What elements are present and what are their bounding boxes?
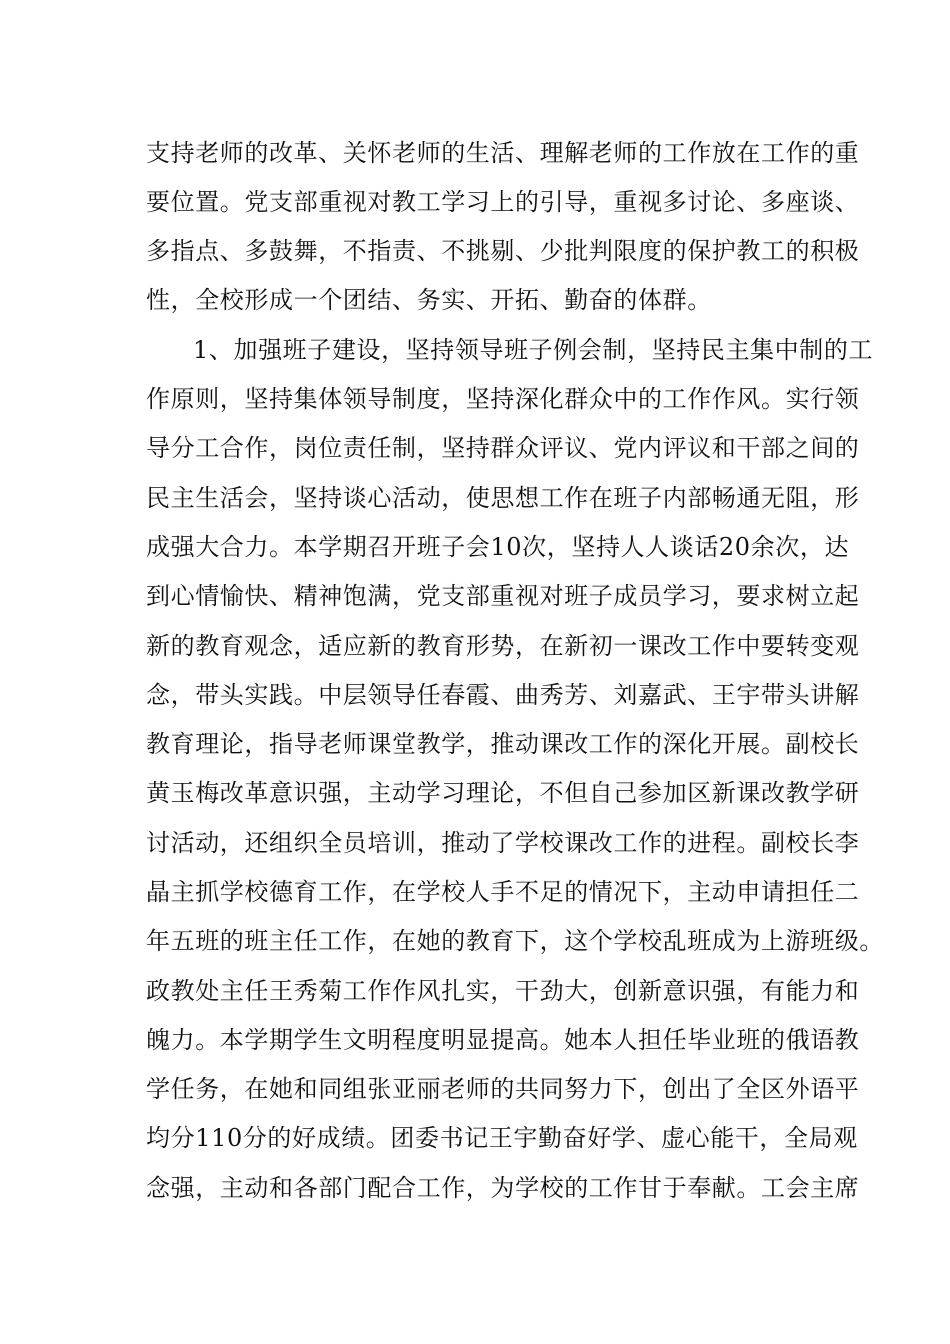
text-line: 成强大合力。本学期召开班子会10次，坚持人人谈话20余次，达 — [146, 533, 850, 561]
paragraph-first-line: 1、加强班子建设，坚持领导班子例会制，坚持民主集中制的工 — [193, 336, 874, 364]
text-line: 均分110分的好成绩。团委书记王宇勤奋好学、虚心能干，全局观 — [146, 1124, 858, 1152]
text-line: 民主生活会，坚持谈心活动，使思想工作在班子内部畅通无阻，形 — [146, 484, 860, 512]
text-line: 黄玉梅改革意识强，主动学习理论，不但自己参加区新课改教学研 — [146, 779, 860, 807]
text-line: 多指点、多鼓舞，不指责、不挑剔、少批判限度的保护教工的积极 — [146, 237, 860, 265]
text-line: 教育理论，指导老师课堂教学，推动课改工作的深化开展。副校长 — [146, 730, 860, 758]
text-line: 学任务，在她和同组张亚丽老师的共同努力下，创出了全区外语平 — [146, 1075, 860, 1103]
text-line: 到心情愉快、精神饱满，党支部重视对班子成员学习，要求树立起 — [146, 582, 860, 610]
text-line: 要位置。党支部重视对教工学习上的引导，重视多讨论、多座谈、 — [146, 188, 860, 216]
text-line: 作原则，坚持集体领导制度，坚持深化群众中的工作作风。实行领 — [146, 385, 860, 413]
text-line: 念强，主动和各部门配合工作，为学校的工作甘于奉献。工会主席 — [146, 1174, 860, 1202]
text-line: 讨活动，还组织全员培训，推动了学校课改工作的进程。副校长李 — [146, 829, 860, 857]
text-line: 导分工合作，岗位责任制，坚持群众评议、党内评议和干部之间的 — [146, 434, 860, 462]
text-line: 年五班的班主任工作，在她的教育下，这个学校乱班成为上游班级。 — [146, 927, 884, 955]
text-line: 支持老师的改革、关怀老师的生活、理解老师的工作放在工作的重 — [146, 139, 860, 167]
text-line: 性，全校形成一个团结、务实、开拓、勤奋的体群。 — [146, 286, 712, 314]
text-line: 新的教育观念，适应新的教育形势，在新初一课改工作中要转变观 — [146, 632, 860, 660]
text-line: 魄力。本学期学生文明程度明显提高。她本人担任毕业班的俄语教 — [146, 1026, 860, 1054]
text-line: 政教处主任王秀菊工作作风扎实，干劲大，创新意识强，有能力和 — [146, 977, 860, 1005]
text-line: 念，带头实践。中层领导任春霞、曲秀芳、刘嘉武、王宇带头讲解 — [146, 681, 860, 709]
text-line: 晶主抓学校德育工作，在学校人手不足的情况下，主动申请担任二 — [146, 878, 860, 906]
